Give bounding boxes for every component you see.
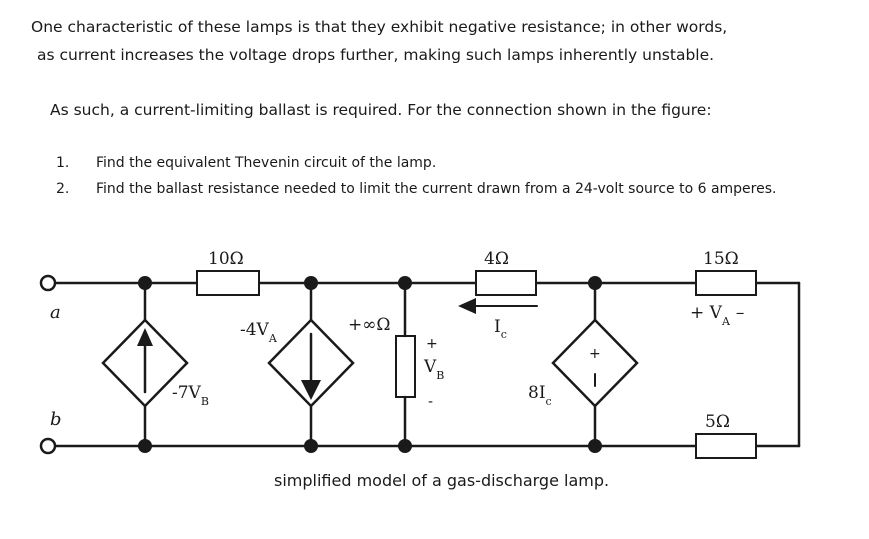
vb-minus-sign: -	[428, 394, 434, 410]
vb-plus-sign: +	[426, 336, 438, 352]
terminal-a-node	[41, 276, 55, 290]
va-label-suffix: –	[735, 303, 745, 323]
terminal-a-label: a	[50, 302, 61, 323]
task-text: Find the equivalent Thevenin circuit of the lamp.	[96, 155, 437, 171]
r1-label: 10Ω	[208, 249, 244, 269]
r4-label: 5Ω	[705, 412, 730, 432]
task-text: Find the ballast resistance needed to limit the current drawn from a 24-volt source to 6 amperes.	[96, 181, 777, 197]
junction-dot	[138, 439, 152, 453]
resistor-10-ohm	[197, 271, 259, 295]
junction-dot	[138, 276, 152, 290]
task-number: 2.	[56, 181, 70, 197]
vb-label-main: V	[424, 357, 437, 377]
va-label-sub: A	[721, 315, 730, 328]
source-2-label-main: -4V	[240, 320, 269, 340]
source-1-label	[172, 383, 209, 408]
intro-line-2: as current increases the voltage drops further, making such lamps inherently unstable.	[37, 46, 715, 64]
ic-arrow-head	[458, 298, 476, 314]
vb-label	[423, 357, 444, 382]
source-2-label	[240, 320, 278, 345]
ic-label	[494, 317, 507, 341]
task-number: 1.	[56, 155, 70, 171]
ic-label-sub: c	[500, 328, 507, 341]
infinite-resistor-label: +∞Ω	[348, 315, 391, 335]
resistor-15-ohm	[696, 271, 756, 295]
source-3-plus-sign: +	[589, 346, 601, 362]
source-3-label	[528, 383, 552, 408]
intro-line-1: One characteristic of these lamps is that they exhibit negative resistance; in other words,	[31, 18, 728, 36]
junction-dot	[398, 439, 412, 453]
junction-dot	[588, 439, 602, 453]
source-3-label-main: 8I	[528, 383, 546, 403]
resistor-4-ohm	[476, 271, 536, 295]
terminal-b-label: b	[50, 409, 62, 430]
source-3-label-sub: c	[545, 395, 552, 408]
infinite-resistor	[396, 336, 415, 397]
source-1-label-sub: B	[200, 395, 209, 408]
resistor-5-ohm	[696, 434, 756, 458]
terminal-b-node	[41, 439, 55, 453]
va-label	[690, 303, 744, 328]
source-1-label-main: -7V	[172, 383, 201, 403]
vb-label-sub: B	[436, 369, 445, 382]
source-1-arrow-head	[137, 328, 153, 346]
junction-dot	[304, 439, 318, 453]
junction-dot	[304, 276, 318, 290]
source-2-arrow-head	[301, 380, 321, 400]
junction-dot	[588, 276, 602, 290]
source-2-label-sub: A	[268, 332, 277, 345]
dependent-voltage-source	[553, 320, 637, 406]
intro-line-3: As such, a current-limiting ballast is required. For the connection shown in the figure:	[50, 101, 712, 119]
r2-label: 4Ω	[484, 249, 509, 269]
ic-label-main: I	[494, 317, 501, 337]
va-label-prefix: + V	[690, 303, 722, 323]
r3-label: 15Ω	[703, 249, 739, 269]
junction-dot	[398, 276, 412, 290]
figure-caption: simplified model of a gas-discharge lamp.	[274, 471, 610, 490]
